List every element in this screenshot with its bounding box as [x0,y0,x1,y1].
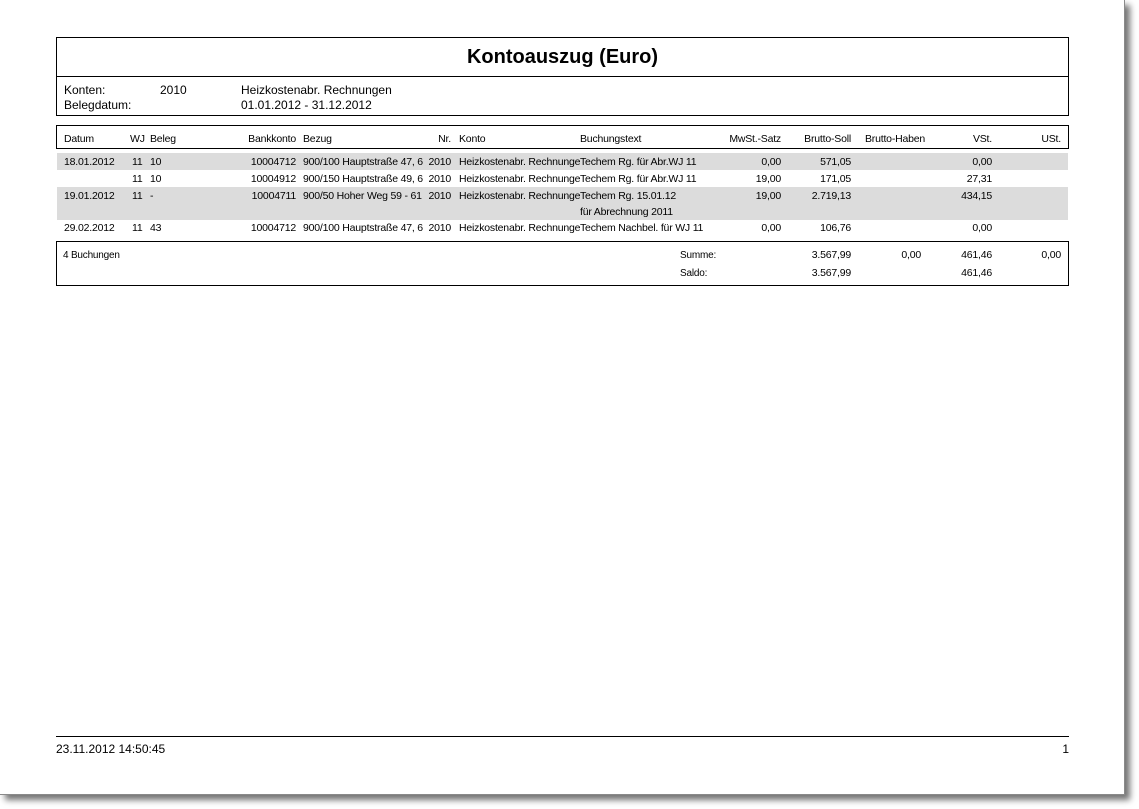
cell-brutto-soll: 571,05 [820,156,851,168]
print-timestamp: 23.11.2012 14:50:45 [56,742,166,756]
summary-box [56,241,1069,286]
cell-konto: Heizkostenabr. Rechnunge [459,156,581,168]
col-nr: Nr. [438,133,451,145]
konten-name: Heizkostenabr. Rechnungen [241,83,392,97]
cell-buchungstext: Techem Rg. für Abr.WJ 11 [580,173,697,185]
col-wj: WJ [130,133,145,145]
summe-haben: 0,00 [901,249,921,261]
cell-datum: 18.01.2012 [64,156,115,168]
cell-buchungstext: Techem Rg. 15.01.12 [580,190,677,202]
cell-nr: 2010 [428,156,451,168]
cell-bezug: 900/100 Hauptstraße 47, 6 [303,222,423,234]
konten-label: Konten: [64,83,106,97]
col-buchungstext: Buchungstext [580,133,642,145]
col-beleg: Beleg [150,133,176,145]
cell-brutto-soll: 171,05 [820,173,851,185]
cell-buchungstext: Techem Nachbel. für WJ 11 [580,222,704,234]
cell-bezug: 900/150 Hauptstraße 49, 6 [303,173,423,185]
saldo-vst: 461,46 [961,267,992,279]
cell-vst: 434,15 [961,190,992,202]
cell-wj: 11 [132,173,143,185]
cell-beleg: 10 [150,173,162,185]
cell-vst: 0,00 [972,156,992,168]
cell-vst: 27,31 [966,173,992,185]
cell-nr: 2010 [428,173,451,185]
cell-brutto-soll: 2.719,13 [811,190,851,202]
col-datum: Datum [64,133,94,145]
col-brutto-haben: Brutto-Haben [865,133,926,145]
cell-beleg: 43 [150,222,162,234]
col-vst: VSt. [972,133,992,145]
cell-nr: 2010 [428,222,451,234]
cell-datum: 19.01.2012 [64,190,115,202]
cell-beleg: - [150,190,154,202]
summe-label: Summe: [680,250,717,261]
cell-bezug: 900/100 Hauptstraße 47, 6 [303,156,423,168]
cell-buchungstext-line2: für Abrechnung 2011 [580,206,673,218]
cell-mwst: 19,00 [755,173,781,185]
cell-mwst: 0,00 [761,156,781,168]
saldo-label: Saldo: [680,268,708,279]
cell-wj: 11 [132,222,143,234]
belegdatum-value: 01.01.2012 - 31.12.2012 [241,98,372,112]
summe-vst: 461,46 [961,249,992,261]
cell-datum: 29.02.2012 [64,222,115,234]
report-title: Kontoauszug (Euro) [57,38,1068,77]
col-ust: USt. [1041,133,1061,145]
cell-bezug: 900/50 Hoher Weg 59 - 61 [303,190,422,202]
col-bezug: Bezug [303,133,332,145]
cell-konto: Heizkostenabr. Rechnunge [459,190,581,202]
cell-buchungstext: Techem Rg. für Abr.WJ 11 [580,156,697,168]
konten-value: 2010 [160,83,187,97]
summe-ust: 0,00 [1041,249,1061,261]
cell-vst: 0,00 [972,222,992,234]
cell-wj: 11 [132,156,143,168]
col-mwst: MwSt.-Satz [729,133,781,145]
summe-soll: 3.567,99 [811,249,851,261]
report-header-box [56,37,1069,116]
cell-beleg: 10 [150,156,162,168]
col-brutto-soll: Brutto-Soll [804,133,851,145]
page-number: 1 [1062,742,1069,756]
buchungen-count: 4 Buchungen [63,250,120,261]
cell-konto: Heizkostenabr. Rechnunge [459,222,581,234]
cell-bankkonto: 10004712 [250,222,296,234]
cell-mwst: 19,00 [755,190,781,202]
cell-bankkonto: 10004712 [250,156,296,168]
cell-wj: 11 [132,190,143,202]
saldo-soll: 3.567,99 [811,267,851,279]
cell-brutto-soll: 106,76 [820,222,851,234]
cell-bankkonto: 10004711 [251,190,296,202]
footer-divider [56,736,1069,737]
col-konto: Konto [459,133,486,145]
cell-bankkonto: 10004912 [250,173,296,185]
cell-nr: 2010 [428,190,451,202]
col-bankkonto: Bankkonto [248,133,296,145]
cell-konto: Heizkostenabr. Rechnunge [459,173,581,185]
cell-mwst: 0,00 [761,222,781,234]
belegdatum-label: Belegdatum: [64,98,132,112]
